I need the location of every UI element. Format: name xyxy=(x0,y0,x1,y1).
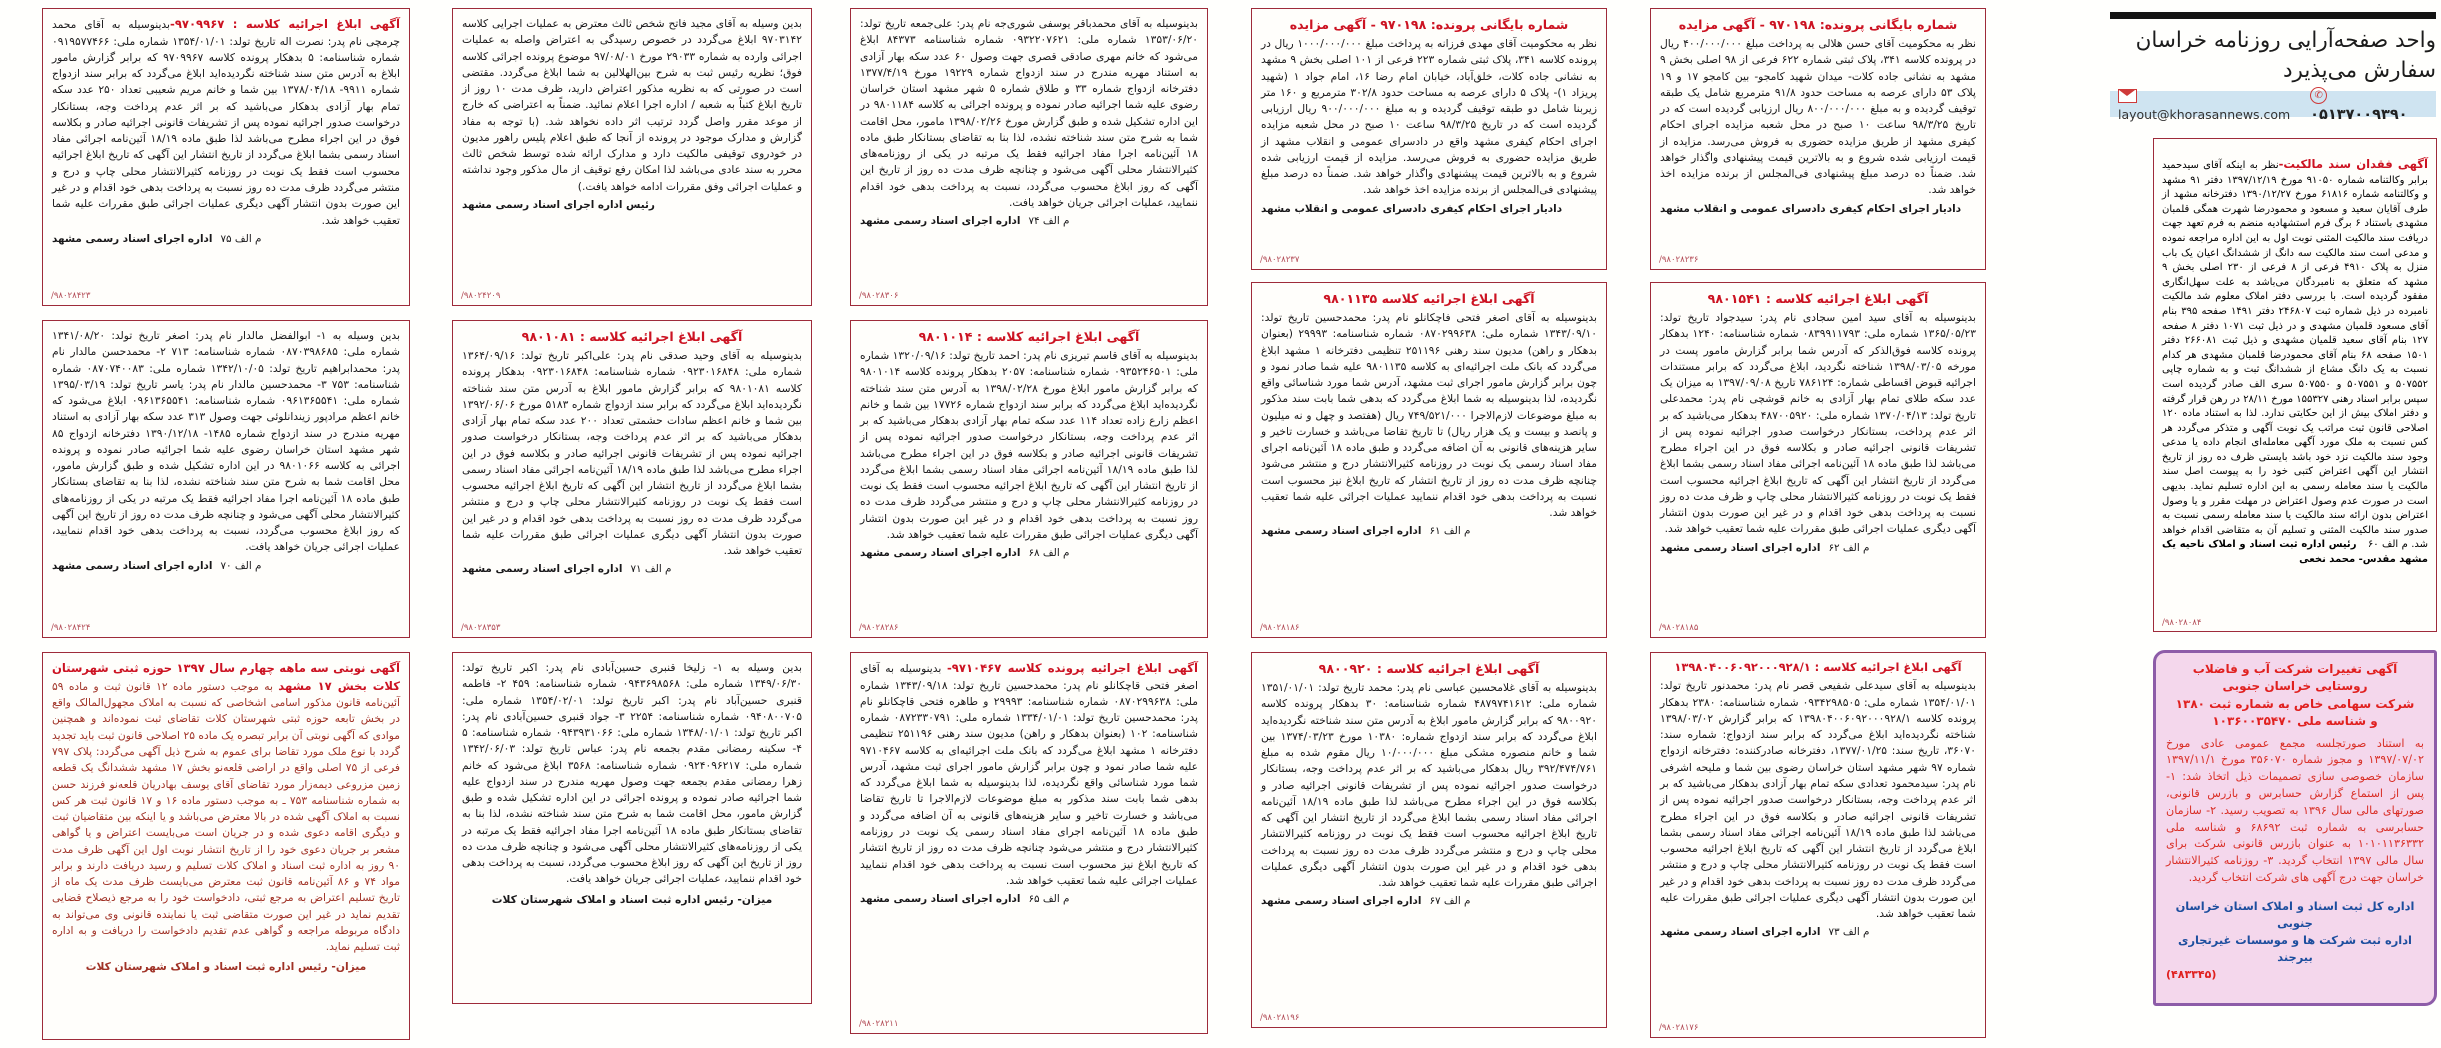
archive-code: /۹۸۰۲۸۲۸۶ xyxy=(859,623,899,634)
maalef-code: م الف ۶۸ xyxy=(1028,547,1070,560)
notice-title: آگهی ابلاغ اجرائیه کلاسه : ۹۸۰۰۹۲۰ xyxy=(1318,661,1540,676)
notice-text xyxy=(52,660,400,955)
masthead-contact-strip xyxy=(2110,90,2436,124)
notice-body: نظر به محکومیت آقای مهدی فرزانه به پرداخت مبلغ ۱۰۰۰/۰۰۰/۰۰۰ ریال در پرونده کلاسه ۳۴۱، پلاک ثبتی شماره ۲۲۳ فرعی از ۱۰۱ اصلی بخش ۹ مشهد به نشانی جاده کلات، خلق‌آباد، خیابان امام رضا ۱۶، امام جواد ۱ (شهید پریزاد ۱)- پلاک ۵ دارای عرصه به مساحت حدود ۳۰۲/۸ مترمربع و ۱۶۰ متر زیربنا شامل دو طبقه توقیف گردیده و به مبلغ ۹۰۰/۰۰۰/۰۰۰ ریال ارزیابی گردیده است که در تاریخ ۹۸/۳/۲۵ ساعت ۱۰ صبح در محل شعبه مزایده اجرای احکام کیفری مشهد واقع در دادسرای عمومی و انقلاب مشهد از طریق مزایده حضوری به فروش می‌رسد. مزایده از قیمت ارزیابی شده شروع و به بالاترین قیمت پیشنهادی واگذار خواهد شد. ضمناً ده درصد مبلغ پیشنهادی فی‌المجلس از برنده مزایده اخذ خواهد شد. xyxy=(1261,37,1597,197)
notice-lost-deed xyxy=(2153,138,2437,632)
notice-title: شماره بایگانی پرونده: ۹۷۰۱۹۸ - آگهی مزایده xyxy=(1678,17,1958,32)
archive-code: /۹۸۰۲۸۳۰۶ xyxy=(859,291,899,302)
masthead-phone xyxy=(2310,85,2428,123)
notice-body: نظر به اینکه آقای سیدحمید برابر وکالتنامه شماره ۹۱۰۵۰ مورخ ۱۳۹۷/۱۲/۱۹ دفتر ۹۱ مشهد و وکالتنامه شماره ۶۱۸۱۶ مورخ ۱۳۹۰/۱۲/۲۷ دفترخانه مشهد از طرف آقایان سعید و مسعود و محمودرضا شهرت همگی قلمبان مشهدی باستناد ۶ برگ فرم استشهادیه منضم به فرم تعهد جهت دریافت سند مالکیت المثنی نوبت اول به این اداره مراجعه نموده و مدعی است سند مالکیت سه دانگ از ششدانگ اعیان یک باب منزل به پلاک ۴۹۱۰ فرعی از ۸ فرعی از ۲۳۰ اصلی بخش ۹ مشهد که متعلق به نامبردگان می‌باشد به علت سهل‌انگاری مفقود گردیده است. با بررسی دفتر املاک معلوم شد مالکیت نامبرده در ذیل شماره ثبت ۲۴۶۸۰۷ دفتر ۱۴۹۱ صفحه ۳۹۵ بنام آقای مسعود قلمبان مشهدی و در ذیل ثبت ۱۰۷۱ دفتر ۸ صفحه ۱۲۷ بنام آقای سعید قلمیان مشهدی و ذیل ثبت ۲۶۶۰۸۱ دفتر ۱۵۰۱ صفحه ۶۸ بنام آقای محمودرضا قلمبان مشهدی هر کدام نسبت به یک دانگ مشاع از ششدانگ ثبت و به شماره چاپی ۵۰۷۵۵۲ و ۵۰۷۵۵۱ و ۵۰۷۵۵۰ سری الف صادر گردیده است سپس برابر اسناد رهنی ۱۵۵۳۲۷ مورخ ۲۸/۱۱ در رهن قرار گرفته و دفتر املاک بیش از این حکایتی ندارد. لذا به استناد ماده ۱۲۰ اصلاحی قانون ثبت مراتب یک نوبت آگهی و متذکر می‌گردد هر کس نسبت به ملک مورد آگهی معامله‌ای انجام داده یا مدعی وجود سند مالکیت نزد خود باشد بایستی ظرف ده روز از تاریخ انتشار این آگهی اعتراض کتبی خود را به پیوست اصل سند مالکیت یا سند معامله رسمی به این اداره تسلیم نماید. بدیهی است در صورت عدم وصول اعتراض در مهلت مقرر و یا وصول اعتراض بدون ارائه سند مالکیت یا سند معامله رسمی نسبت به صدور سند مالکیت المثنی و تسلیم آن به متقاضی اقدام خواهد شد. xyxy=(2162,160,2429,551)
masthead-title-line1: واحد صفحه‌آرایی روزنامه خراسان xyxy=(2135,28,2436,53)
notice-footer xyxy=(52,232,400,248)
masthead-title xyxy=(2110,26,2436,85)
masthead-top-bar xyxy=(2110,12,2436,19)
notice-body: نظر به محکومیت آقای حسن هلالی به پرداخت مبلغ ۴۰۰/۰۰۰/۰۰۰ ریال در پرونده کلاسه ۳۴۱، پلاک ثبتی شماره ۶۲۲ فرعی از ۹۸ اصلی بخش ۹ مشهد به نشانی جاده کلات- میدان شهید کامجو- بین کامجو ۱۷ و ۱۹ پلاک ۵۳ دارای عرصه به مساحت حدود ۹۱/۸ مترمربع شامل یک طبقه توقیف گردیده و به مبلغ ۸۰۰/۰۰۰/۰۰۰ ریال ارزیابی گردیده است که در تاریخ ۹۸/۳/۲۵ ساعت ۱۰ صبح در محل شعبه مزایده اجرای احکام کیفری مشهد از طریق مزایده حضوری به فروش می‌رسد. مزایده از قیمت ارزیابی شده شروع و به بالاترین قیمت پیشنهادی واگذار خواهد شد. ضمناً ده درصد مبلغ پیشنهادی فی‌المجلس از برنده مزایده اخذ خواهد شد. xyxy=(1660,37,1976,197)
notice-r2c3 xyxy=(850,320,1208,638)
phone-number: ۰۵۱۳۷۰۰۹۳۹۰ xyxy=(2310,107,2408,124)
notice-r1c2 xyxy=(452,8,812,306)
notice-footer xyxy=(52,559,400,575)
archive-code: /۹۸۰۲۸۱۸۶ xyxy=(1260,623,1300,634)
maalef-code: م الف ۷۰ xyxy=(220,559,262,572)
notice-footer xyxy=(1660,925,1976,941)
archive-code: /۹۸۰۲۸۲۳۶ xyxy=(1659,255,1699,266)
notice-company-changes xyxy=(2153,650,2437,1006)
notice-body: بدینوسیله به آقای وحید صدقی نام پدر: علی‌اکبر تاریخ تولد: ۱۳۶۴/۰۹/۱۶ شماره ملی: ۰۹۲۳۰۱۶۸۴۸ شماره شناسنامه: ۰۹۲۳۰۱۶۸۴۸ بدهکار پرونده کلاسه ۹۸۰۱۰۸۱ که برابر گزارش مامور ابلاغ به آدرس متن سند شناخته نگردیده‌اید ابلاغ می‌گردد که برابر سند ازدواج شماره ۵۱۸۳ مورخ ۱۳۹۲/۰۶/۰۶ بین شما و خانم اعظم سادات حشمتی تعداد ۲۰۰ عدد سکه تمام بهار آزادی بدهکار می‌باشید که بر اثر عدم پرداخت وجه، بستانکار درخواست صدور اجرائیه نموده پس از تشریفات قانونی اجرائیه صادر و بکلاسه فوق در این اجراء مطرح می‌باشد لذا طبق ماده ۱۸/۱۹ آئین‌نامه اجرائی مفاد اسناد رسمی بشما ابلاغ می‌گردد از تاریخ انتشار این آگهی که تاریخ ابلاغ اجرائیه محسوب است فقط یک نوبت در روزنامه کثیرالانتشار محلی چاپ و درج و منتشر می‌گردد ظرف مدت ده روز نسبت به پرداخت بدهی خود اقدام و در غیر این صورت بدون انتشار آگهی دیگری عملیات اجرائی طبق مقررات علیه شما تعقیب خواهد شد. xyxy=(462,349,802,558)
notice-signature: اداره اجرای اسناد رسمی مشهد xyxy=(52,559,213,572)
notice-body: بدینوسیله به آقای سید امین سجادی نام پدر: سیدجواد تاریخ تولد: ۱۳۶۵/۰۵/۲۳ شماره ملی: ۰۸۳۹۹۱۱۷۹۳ شماره شناسنامه: ۱۲۴۰ بدهکار پرونده کلاسه فوق‌الذکر که آدرس شما برابر گزارش مامور پست در مورخه ۱۳۹۸/۰۳/۰۵ شناخته نگردید، ابلاغ می‌گردد که برابر مستندات اجرائیه قبوض اقساطی شماره: ۷۸۶۱۲۴ تاریخ ۱۳۹۷/۰۹/۰۸ به میزان یک عدد سکه طلای تمام بهار آزادی به خانم قوشچی نام پدر: محمدعلی تاریخ تولد: ۱۳۷۰/۰۴/۱۳ شماره ملی: ۴۸۷۰۰۵۹۲۰ بدهکار می‌باشید که بر اثر عدم پرداخت، بستانکار درخواست صدور اجرائیه نموده پس از تشریفات قانونی اجرائیه صادر و بکلاسه فوق در این اجراء مطرح می‌باشد لذا طبق ماده ۱۸ آئین‌نامه اجرائی مفاد اسناد رسمی بشما ابلاغ می‌گردد از تاریخ انتشار این آگهی که تاریخ ابلاغ اجرائیه محسوب است فقط یک نوبت در روزنامه کثیرالانتشار محلی چاپ و ظرف مدت ده روز نسبت به پرداخت بدهی خود اقدام و در غیر این صورت بدون انتشار آگهی دیگری عملیات اجرائی طبق مقررات علیه شما تعقیب خواهد شد. xyxy=(1660,311,1976,536)
phone-dial-icon: ✆ xyxy=(2310,87,2327,104)
notice-title: آگهی ابلاغ اجرائیه کلاسه : ۹۸۰۱۵۴۱ xyxy=(1707,291,1929,306)
notice-signature: اداره اجرای اسناد رسمی مشهد xyxy=(1660,926,1821,939)
notice-r1c1 xyxy=(42,8,410,306)
company-body: به استناد صورتجلسه مجمع عمومی عادی مورخ ۱۳۹۷/۰۷/۰۲ و مجوز شماره ۳۵۶۰۷۰ مورخ ۱۳۹۷/۱۱/۱ سازمان خصوصی سازی تصمیمات ذیل اتخاذ شد: ۱- پس از استماع گزارش حسابرس و بازرس قانونی، صورتهای مالی سال ۱۳۹۶ به تصویب رسید. ۲- سازمان حسابرسی به شماره ثبت ۶۸۶۹۲ و شناسه ملی ۱۰۱۰۱۱۳۶۳۳۲ به عنوان بازرس قانونی شرکت برای سال مالی ۱۳۹۷ انتخاب گردید. ۳- روزنامه کثیرالانتشار خراسان جهت درج آگهی های شرکت انتخاب گردید. xyxy=(2166,736,2424,884)
notice-r3c5 xyxy=(1650,652,1986,1038)
archive-code: /۹۸۰۲۸۴۲۳ xyxy=(51,291,91,302)
company-title-line1: آگهی تغییرات شرکت آب و فاضلاب روستایی خراسان جنوبی xyxy=(2192,662,2398,694)
notice-signature: اداره اجرای اسناد رسمی مشهد xyxy=(462,563,623,576)
archive-code: /۹۸۰۲۸۲۱۱ xyxy=(859,1019,899,1030)
notice-title: آگهی ابلاغ اجرائیه پرونده کلاسه ۹۷۱۰۴۶۷- xyxy=(946,661,1198,675)
archive-code: /۹۸۰۲۸۲۳۷ xyxy=(1260,255,1300,266)
maalef-code: م الف ۷۴ xyxy=(1028,215,1070,228)
company-title-line2: شرکت سهامی خاص به شماره ثبت ۱۳۸۰ xyxy=(2175,696,2415,711)
notice-footer xyxy=(1660,202,1976,218)
notice-body: بدین وسیله به ۱- ابوالفضل مالدار نام پدر: اصغر تاریخ تولد: ۱۳۴۱/۰۸/۲۰ شماره ملی: ۰۸۷۰۳۹۸۶۸۵ شماره شناسنامه: ۷۱۳ ۲- محمدحسن مالدار نام پدر: محمدابراهیم تاریخ تولد: ۱۳۴۲/۱۰/۰۵ شماره ملی: ۰۸۷۰۷۴۰۰۸۳ شماره شناسنامه: ۷۵۳ ۳- محمدحسین مالدار نام پدر: یاسر تاریخ تولد: ۱۳۹۵/۰۳/۱۹ شماره ملی: ۰۹۶۱۳۶۵۵۴۱ شماره شناسنامه: ۰۹۶۱۳۶۵۵۴۱ ابلاغ می‌شود که خانم اعظم مرادپور زیندانلوئی جهت وصول ۳۱۳ عدد سکه بهار آزادی به استناد مهریه مندرج در سند ازدواج شماره ۱۴۸۵- ۱۳۹۰/۱۲/۱۸ دفترخانه ازدواج ۸۵ شهر مشهد استان خراسان رضوی علیه شما اجرائیه صادر نموده و پرونده اجرائی به کلاسه ۹۸۰۱۰۶۶ در این اداره تشکیل شده و طبق گزارش مامور، محل اقامت شما به شرح متن سند شناخته نشده، لذا بنا به تقاضای بستانکار طبق ماده ۱۸ آئین‌نامه اجرا مفاد اجرائیه فقط یک مرتبه در یکی از روزنامه‌های کثیرالانتشار محلی آگهی می‌شود و چنانچه ظرف مدت ده روز از تاریخ این آگهی که روز ابلاغ محسوب می‌گردد، نسبت به پرداخت بدهی خود اقدام ننمایید، عملیات اجرائی جریان خواهد یافت. xyxy=(52,329,401,554)
archive-code: /۹۸۰۲۴۲۰۹ xyxy=(461,291,501,302)
notice-footer xyxy=(1660,541,1976,557)
archive-code: /۹۸۰۲۸۳۵۳ xyxy=(461,623,501,634)
notice-footer xyxy=(1261,524,1597,540)
notice-signature: اداره اجرای اسناد رسمی مشهد xyxy=(860,547,1021,560)
notice-signature: دادیار اجرای احکام کیفری دادسرای عمومی و انقلاب مشهد xyxy=(1660,202,1962,215)
company-footer-line2: اداره ثبت شرکت ها و موسسات غیرتجاری بیرجند xyxy=(2178,933,2412,965)
notice-title: آگهی فقدان سند مالکیت- xyxy=(2278,157,2428,171)
archive-code: /۹۸۰۲۸۱۹۶ xyxy=(1260,1013,1300,1024)
notice-footer xyxy=(462,562,802,578)
notice-body: بدین وسیله به ۱- زلیخا قنبری حسین‌آبادی نام پدر: اکبر تاریخ تولد: ۱۳۴۹/۰۶/۳۰ شماره ملی: ۰۹۴۳۶۹۸۵۶۸ شماره شناسنامه: ۴۵۹ ۲- فاطمه قنبری حسین‌آباد نام پدر: اکبر تاریخ تولد: ۱۳۵۴/۰۲/۰۱ شماره ملی: ۰۹۴۰۸۰۰۷۰۵ شماره شناسنامه: ۲۲۵۴ ۳- جواد قنبری حسین‌آبادی نام پدر: اکبر تاریخ تولد: ۱۳۴۸/۰۱/۰۱ شماره ملی: ۰۹۴۳۹۳۱۰۶۶ شماره شناسنامه: ۵ ۴- سکینه رمضانی مقدم بجمعه نام پدر: عباس تاریخ تولد: ۱۳۴۲/۰۶/۰۳ شماره ملی: ۰۹۲۴۰۹۶۲۱۷ شماره شناسنامه: ۳۵۶۸ ابلاغ می‌شود که خانم زهرا رمضانی مقدم بجمعه جهت وصول مهریه مندرج در سند ازدواج علیه شما اجرائیه صادر نموده و پرونده اجرائی در این اداره تشکیل شده و طبق گزارش مامور، محل اقامت شما به شرح متن سند شناخته نشده، لذا بنا به تقاضای بستانکار طبق ماده ۱۸ آئین‌نامه اجرا مفاد اجرائیه فقط یک مرتبه در یکی از روزنامه‌های کثیرالانتشار محلی آگهی می‌شود و چنانچه ظرف مدت ده روز از تاریخ این آگهی که روز ابلاغ محسوب می‌گردد، نسبت به پرداخت بدهی خود اقدام ننمایید، عملیات اجرائی جریان خواهد یافت. xyxy=(462,661,802,886)
notice-text xyxy=(860,660,1198,889)
notice-body: بدینوسیله به آقای محمد چرمچی نام پدر: نصرت اله تاریخ تولد: ۱۳۵۴/۰۱/۰۱ شماره ملی: ۰۹۱۹۵۷۷۴۶۶ شماره شناسنامه: ۵ بدهکار پرونده کلاسه ۹۷۰۹۹۶۷ که برابر گزارش مامور ابلاغ به آدرس متن سند شناخته نگردیده‌اید ابلاغ می‌گردد که برابر سند ازدواج شماره ۹۹۱۱- ۱۳۷۸/۰۴/۱۸ بین شما و خانم مریم شعیبی تعداد ۲۵۰ عدد سکه تمام بهار آزادی بدهکار می‌باشید که بر اثر عدم پرداخت وجه، بستانکار درخواست صدور اجرائیه نموده پس از تشریفات قانونی اجرائیه صادر و بکلاسه فوق در این اجراء مطرح می‌باشد لذا طبق ماده ۱۸/۱۹ آئین‌نامه اجرائی مفاد اسناد رسمی بشما ابلاغ می‌گردد از تاریخ انتشار این آگهی که تاریخ ابلاغ اجرائیه محسوب است فقط یک نوبت در روزنامه کثیرالانتشار محلی چاپ و درج و منتشر می‌گردد ظرف مدت ده روز نسبت به پرداخت بدهی خود اقدام و در غیر این صورت بدون انتشار آگهی دیگری عملیات اجرائی طبق مقررات علیه شما تعقیب خواهد شد. xyxy=(52,18,400,227)
masthead-title-line2: سفارش می‌پذیرد xyxy=(2282,57,2436,83)
notice-signature: اداره اجرای اسناد رسمی مشهد xyxy=(52,232,213,245)
notice-body: بدینوسیله به آقای غلامحسین عباسی نام پدر: محمد تاریخ تولد: ۱۳۵۱/۰۱/۰۱ شماره ملی: ۴۸۷۹۷۴۱۶۱۲ شماره شناسنامه: ۳۰ بدهکار پرونده کلاسه ۹۸۰۰۹۲۰ که برابر گزارش مامور ابلاغ به آدرس متن سند شناخته نگردیده‌اید ابلاغ می‌گردد که برابر سند ازدواج شماره: ۱۰۳۸۰ مورخ ۱۳۷۴/۰۳/۲۳ بین شما و خانم منصوره مشکی مبلغ ۱۰/۰۰۰/۰۰۰ ریال مقوم شده به مبلغ ۳۹۲/۴۷۴/۷۶۱ ریال بدهکار می‌باشید که بر اثر عدم پرداخت وجه، بستانکار درخواست صدور اجرائیه نموده پس از تشریفات قانونی اجرائیه صادر و بکلاسه فوق در این اجراء مطرح می‌باشد لذا طبق ماده ۱۸/۱۹ آئین‌نامه اجرائی مفاد اسناد رسمی بشما ابلاغ می‌گردد از تاریخ انتشار این آگهی که تاریخ ابلاغ اجرائیه محسوب است فقط یک نوبت در روزنامه کثیرالانتشار محلی چاپ و درج و منتشر می‌گردد ظرف مدت ده روز نسبت به پرداخت بدهی خود اقدام و در غیر این صورت بدون انتشار آگهی دیگری عملیات اجرائی طبق مقررات علیه شما تعقیب خواهد شد. xyxy=(1261,681,1598,890)
notice-title: شماره بایگانی پرونده: ۹۷۰۱۹۸ - آگهی مزایده xyxy=(1289,17,1569,32)
maalef-code: م الف ۶۰ xyxy=(2367,539,2408,551)
maalef-code: م الف ۶۲ xyxy=(1828,541,1870,554)
maalef-code: م الف ۷۱ xyxy=(630,563,672,576)
maalef-code: م الف ۶۷ xyxy=(1429,895,1471,908)
notice-footer xyxy=(1261,894,1597,910)
notice-title: آگهی ابلاغ اجرائیه کلاسه ۹۸۰۱۱۳۵ xyxy=(1323,291,1535,306)
notice-body: بدینوسیله به آقای سیدعلی شفیعی قصر نام پدر: محمدنور تاریخ تولد: ۱۳۵۴/۰۱/۰۱ شماره ملی: ۰۹۳۴۲۹۸۵۰۵ شماره شناسنامه: ۲۳۸۰ بدهکار پرونده کلاسه ۱۳۹۸۰۴۰۰۶۰۹۲۰۰۰۹۲۸/۱ که برابر گزارش ۱۳۹۸/۰۳/۰۲ شناخته نگردیده‌اید ابلاغ می‌گردد که برابر سند ازدواج: شماره سند: ۳۶۰۷۰، تاریخ سند: ۱۳۷۷/۰۱/۲۵، دفترخانه صادرکننده: دفترخانه ازدواج شماره ۹۷ شهر مشهد استان خراسان رضوی بین شما و ملیحه اشرفی نام پدر: سیدمحمود تعدادی سکه تمام بهار آزادی بدهکار می‌باشید که بر اثر عدم پرداخت وجه، بستانکار درخواست صدور اجرائیه نموده پس از تشریفات قانونی اجرائیه صادر و بکلاسه فوق در این اجراء مطرح می‌باشد لذا طبق ماده ۱۸/۱۹ آئین‌نامه اجرائی مفاد اسناد رسمی بشما ابلاغ می‌گردد از تاریخ انتشار این آگهی که تاریخ ابلاغ اجرائیه محسوب است فقط یک نوبت در روزنامه کثیرالانتشار محلی چاپ و درج و منتشر می‌گردد ظرف مدت ده روز نسبت به پرداخت بدهی خود اقدام و در غیر این صورت بدون انتشار آگهی دیگری عملیات اجرائی طبق مقررات علیه شما تعقیب خواهد شد. xyxy=(1660,679,1976,921)
envelope-icon xyxy=(2118,89,2137,103)
notice-footer xyxy=(1261,202,1597,218)
notice-signature: اداره اجرای اسناد رسمی مشهد xyxy=(860,215,1021,228)
notice-signature: رئیس اداره اجرای اسناد رسمی مشهد xyxy=(462,198,655,211)
layout-unit-ad xyxy=(2110,12,2436,124)
company-footer xyxy=(2166,898,2424,966)
notice-title: آگهی ابلاغ اجرائیه کلاسه : ۹۷۰۹۹۶۷- xyxy=(170,17,400,31)
notice-r3c3 xyxy=(850,652,1208,1034)
notice-text xyxy=(52,16,400,229)
notice-r2c1 xyxy=(42,320,410,638)
notice-footer xyxy=(860,892,1198,908)
notice-body: بدینوسیله به آقای محمدباقر یوسفی شوری‌جه نام پدر: علی‌جمعه تاریخ تولد: ۱۳۵۳/۰۶/۲۰ شماره ملی: ۰۹۳۲۲۰۷۶۲۱ شماره شناسنامه ۸۴۳۷۳ ابلاغ می‌شود که خانم مهری صادقی قصری جهت وصول ۶۰ عدد سکه بهار آزادی به استناد مهریه مندرج در سند ازدواج شماره ۱۹۲۲۹ مورخ ۱۳۷۷/۴/۱۹ دفترخانه ازدواج شماره ۳۳ و طلاق شماره ۵ شهر مشهد استان خراسان رضوی علیه شما اجرائیه صادر نموده و پرونده اجرائی به کلاسه ۹۸۰۱۱۸۴ در این اداره تشکیل شده و طبق گزارش مورخ ۱۳۹۸/۰۲/۲۶ مامور، محل اقامت شما به شرح متن سند شناخته نشده، لذا بنا به تقاضای بستانکار طبق ماده ۱۸ آئین‌نامه اجرا مفاد اجرائیه فقط یک مرتبه در یکی از روزنامه‌های کثیرالانتشار محلی آگهی می‌شود و چنانچه ظرف مدت ده روز از تاریخ این آگهی که روز ابلاغ محسوب می‌گردد، نسبت به پرداخت بدهی خود اقدام ننمایید، عملیات اجرائی جریان خواهد یافت. xyxy=(860,17,1199,209)
notice-r2c5 xyxy=(1650,282,1986,638)
notice-signature: اداره اجرای اسناد رسمی مشهد xyxy=(1261,525,1422,538)
notice-body: به موجب دستور ماده ۱۲ قانون ثبت و ماده ۵۹ آئین‌نامه قانون مذکور اسامی اشخاصی که نسبت به املاک مجهول‌المالک واقع در بخش تابعه حوزه ثبتی شهرستان کلات تقاضای ثبت نموده‌اند و همچنین موادی که آگهی نوبتی آن برابر تبصره یک ماده ۲۵ اصلاحی قانون ثبت باید تجدید گردد با نوع ملک مورد تقاضا برای عموم به شرح ذیل آگهی می‌گردد: پلاک ۷۹۷ فرعی از ۷۵ اصلی واقع در اراضی قلعه‌نو بخش ۱۷ مشهد ششدانگ یک قطعه زمین مزروعی دیمه‌زار مورد تقاضای آقای یوسف بهادریان قلعه‌نو فرزند حسن به شماره شناسنامه ۷۵۳ ـ به موجب دستور ماده ۱۶ و ۱۷ قانون ثبت هر کس نسبت به املاک آگهی شده در بالا معترض می‌باشد و یا اینکه بین متقاضیان ثبت و دیگری اقامه دعوی شده و در جریان است می‌بایست اعتراض و یا گواهی مشعر بر جریان دعوی خود را از تاریخ انتشار نوبت اول این آگهی ظرف مدت ۹۰ روز به اداره ثبت اسناد و املاک کلات تسلیم و رسید دریافت دارند و برابر مواد ۷۴ و ۸۶ آئین‌نامه قانون ثبت معترض می‌بایست ظرف مدت یک ماه از تاریخ تسلیم اعتراض به مرجع ثبتی، دادخواست خود را به مرجع ذیصلاح قضایی تقدیم نماید در غیر این صورت متقاضی ثبت یا نماینده قانونی وی می‌تواند به دادگاه مربوطه مراجعه و گواهی عدم تقدیم دادخواست را دریافت و به اداره ثبت تسلیم نماید. xyxy=(52,679,401,954)
notice-signature: میزان- رئیس اداره ثبت اسناد و املاک شهرستان کلات xyxy=(85,960,367,974)
notice-signature: دادیار اجرای احکام کیفری دادسرای عمومی و انقلاب مشهد xyxy=(1261,202,1563,215)
archive-code: /۹۸۰۲۸۰۸۴ xyxy=(2162,617,2202,628)
notice-body: بدین وسیله به آقای مجید فاتح شخص ثالث معترض به عملیات اجرایی کلاسه ۹۷۰۳۱۴۲ ابلاغ می‌گردد در خصوص رسیدگی به اعتراض واصله به عملیات اجرائی وارده به شماره ۲۹۰۳۳ مورخ ۹۷/۰۸/۰۱ موضوع پرونده اجرائی کلاسه فوق؛ نظریه رئیس ثبت به شرح بین‌الهلالین به شما ابلاغ می‌گردد. مقتضی است در صورتی که به نظریه مذکور اعتراض دارید، ظرف مدت ۱۰ روز از تاریخ ابلاغ کتباً به شعبه / اداره اجرا اعلام نمائید. ضمناً به اعتراضی که خارج از موعد مقرر واصل گردد ترتیب اثر داده نخواهد شد. (با توجه به مفاد گزارش و مدارک موجود در پرونده از آنجا که طبق اعلام پلیس راهور مدیون در خودروی توقیفی مالکیت دارد و مدارک ارائه شده توسط شخص ثالث محرر به سند عادی می‌باشد لذا امکان رفع توقیف از مال مذکور وجود نداشته و عملیات اجرائی وفق مقررات ادامه خواهد یافت.) xyxy=(462,17,803,193)
notice-footer xyxy=(860,214,1198,230)
notice-footer xyxy=(462,198,802,214)
company-footer-line1: اداره کل ثبت اسناد و املاک استان خراسان جنوبی xyxy=(2175,898,2415,931)
notice-body: بدینوسیله به آقای اصغر فتحی قاچکانلو نام پدر: محمدحسین تاریخ تولد: ۱۳۴۳/۰۹/۱۸ شماره ملی: ۰۸۷۰۲۹۹۶۳۸ شماره شناسنامه: ۲۹۹۹۳ و طاهره فتحی قاچکانلو نام پدر: محمدحسین تاریخ تولد: ۱۳۳۴/۰۱/۰۱ شماره ملی: ۰۸۷۲۳۳۰۷۹۱ شماره شناسنامه: ۱۰۲ (بعنوان بدهکار و راهن) مدیون سند رهنی ۲۵۱۱۹۶ تنظیمی دفترخانه ۱ مشهد ابلاغ می‌گردد که بانک ملت اجرائیه‌ای به کلاسه ۹۷۱۰۴۶۷ علیه شما صادر نمود و چون برابر گزارش مامور اجرای ثبت مشهد، آدرس شما مورد شناسائی واقع نگردیده، لذا بدینوسیله به شما ابلاغ می‌گردد که بدهی شما بابت سند مذکور به مبلغ موضوعات لازم‌الاجرا تا تاریخ تقاضا می‌باشد و خسارت تاخیر و سایر هزینه‌های قانونی به آن اضافه می‌گردد و طبق ماده ۱۸ آئین‌نامه اجرای مفاد اسناد رسمی یک نوبت در روزنامه کثیرالانتشار درج و منتشر می‌شود چنانچه ظرف مدت ده روز از تاریخ انتشار که تاریخ ابلاغ نیز محسوب است نسبت به پرداخت بدهی خود اقدام ننمایید عملیات اجرائی علیه شما تعقیب خواهد شد. xyxy=(860,662,1198,887)
notice-r1c3 xyxy=(850,8,1208,306)
notice-r1c4-auction xyxy=(1251,8,1607,270)
maalef-code: م الف ۷۵ xyxy=(220,232,262,245)
notice-r2c4 xyxy=(1251,282,1607,638)
archive-code: /۹۸۰۲۸۱۸۵ xyxy=(1659,623,1699,634)
notice-r1c5-auction xyxy=(1650,8,1986,270)
notice-text xyxy=(2162,156,2428,568)
notice-signature: رئیس اداره ثبت اسناد و املاک ناحیه یک مشهد مقدس- محمد نخعی xyxy=(2162,539,2428,566)
notice-body: بدینوسیله به آقای قاسم تبریزی نام پدر: احمد تاریخ تولد: ۱۳۲۰/۰۹/۱۶ شماره ملی: ۰۹۳۵۲۴۶۵۰۱ شماره شناسنامه: ۲۰۵۷ بدهکار پرونده کلاسه ۹۸۰۱۰۱۴ که برابر گزارش مامور ابلاغ مورخ ۱۳۹۸/۰۲/۲۸ به آدرس متن سند شناخته نگردیده‌اید ابلاغ می‌گردد که برابر سند ازدواج شماره ۱۷۷۲۶ بین شما و خانم اعظم زارع زاده تعداد ۱۱۴ عدد سکه تمام بهار آزادی بدهکار می‌باشید که بر اثر عدم پرداخت وجه، بستانکار درخواست صدور اجرائیه نموده پس از تشریفات قانونی اجرائیه صادر و بکلاسه فوق در این اجراء مطرح می‌باشد لذا طبق ماده ۱۸/۱۹ آئین‌نامه اجرائی مفاد اسناد رسمی بشما ابلاغ می‌گردد از تاریخ انتشار این آگهی که تاریخ ابلاغ اجرائیه محسوب است فقط یک نوبت در روزنامه کثیرالانتشار محلی چاپ و درج و منتشر می‌گردد ظرف مدت ده روز نسبت به پرداخت بدهی خود اقدام و در غیر این صورت بدون انتشار آگهی دیگری عملیات اجرائی طبق مقررات علیه شما تعقیب خواهد شد. xyxy=(860,349,1199,541)
notice-title: آگهی ابلاغ اجرائیه کلاسه : ۹۸۰۱۰۱۴ xyxy=(918,329,1140,344)
notice-r2c2 xyxy=(452,320,812,638)
notice-signature: اداره اجرای اسناد رسمی مشهد xyxy=(860,893,1021,906)
notice-signature: اداره اجرای اسناد رسمی مشهد xyxy=(1660,541,1821,554)
maalef-code: م الف ۶۱ xyxy=(1429,525,1471,538)
notice-r3c4 xyxy=(1251,652,1607,1028)
notice-r3c2 xyxy=(452,652,812,1004)
notice-title: آگهی ابلاغ اجرائیه کلاسه : ۹۸۰۱۰۸۱ xyxy=(521,329,743,344)
notice-footer xyxy=(860,546,1198,562)
notice-body: بدینوسیله به آقای اصغر فتحی فاچکانلو نام پدر: محمدحسین تاریخ تولد: ۱۳۴۳/۰۹/۱۰ شماره ملی: ۰۸۷۰۲۹۹۶۳۸ شماره شناسنامه: ۲۹۹۹۳ (بعنوان بدهکار و راهن) مدیون سند رهنی ۲۵۱۱۹۶ تنظیمی دفترخانه ۱ مشهد ابلاغ می‌گردد که بانک ملت اجرائیه‌ای به کلاسه ۹۸۰۱۱۳۵ علیه شما صادر نمود و چون برابر گزارش مامور اجرای ثبت مشهد، آدرس شما مورد شناسائی واقع نگردیده، لذا بدینوسیله به شما ابلاغ می‌گردد که بدهی شما بابت سند مذکور به مبلغ موضوعات لازم‌الاجرا ۷۴۹/۵۲۱/۰۰۰ ریال (هفتصد و چهل و نه میلیون و پانصد و بیست و یک هزار ریال) تا تاریخ تقاضا می‌باشد و خسارت تاخیر و سایر هزینه‌های قانونی به آن اضافه می‌گردد و طبق ماده ۱۸ آئین‌نامه اجرای مفاد اسناد رسمی یک نوبت در روزنامه کثیرالانتشار درج و منتشر می‌شود چنانچه ظرف مدت ده روز از تاریخ انتشار که تاریخ ابلاغ نیز محسوب است نسبت به پرداخت بدهی خود اقدام ننمایید عملیات اجرائی علیه شما تعقیب خواهد شد. xyxy=(1261,311,1598,520)
notice-title: آگهی ابلاغ اجرائیه کلاسه : ۱۳۹۸۰۴۰۰۶۰۹۲۰۰۰۹۲۸/۱ xyxy=(1674,660,1962,674)
email-text: layout@khorasannews.com xyxy=(2118,107,2291,123)
company-ref-number: (۴۸۳۳۴۵) xyxy=(2166,968,2217,982)
archive-code: /۹۸۰۲۸۴۲۴ xyxy=(51,623,91,634)
masthead-email xyxy=(2118,85,2310,123)
maalef-code: م الف ۷۳ xyxy=(1828,926,1870,939)
notice-title: آگهی نوبتی سه ماهه چهارم سال ۱۳۹۷ حوزه ثبتی شهرستان کلات بخش ۱۷ مشهد xyxy=(52,661,400,693)
company-title-line3: و شناسه ملی ۱۰۳۶۰۰۳۵۴۷۰ xyxy=(2212,714,2378,729)
notice-r3c1-periodic xyxy=(42,652,410,1040)
notice-signature: میزان- رئیس اداره ثبت اسناد و املاک شهرستان کلات xyxy=(491,892,773,906)
archive-code: /۹۸۰۲۸۱۷۶ xyxy=(1659,1023,1699,1034)
notice-signature: اداره اجرای اسناد رسمی مشهد xyxy=(1261,895,1422,908)
maalef-code: م الف ۶۵ xyxy=(1028,893,1070,906)
